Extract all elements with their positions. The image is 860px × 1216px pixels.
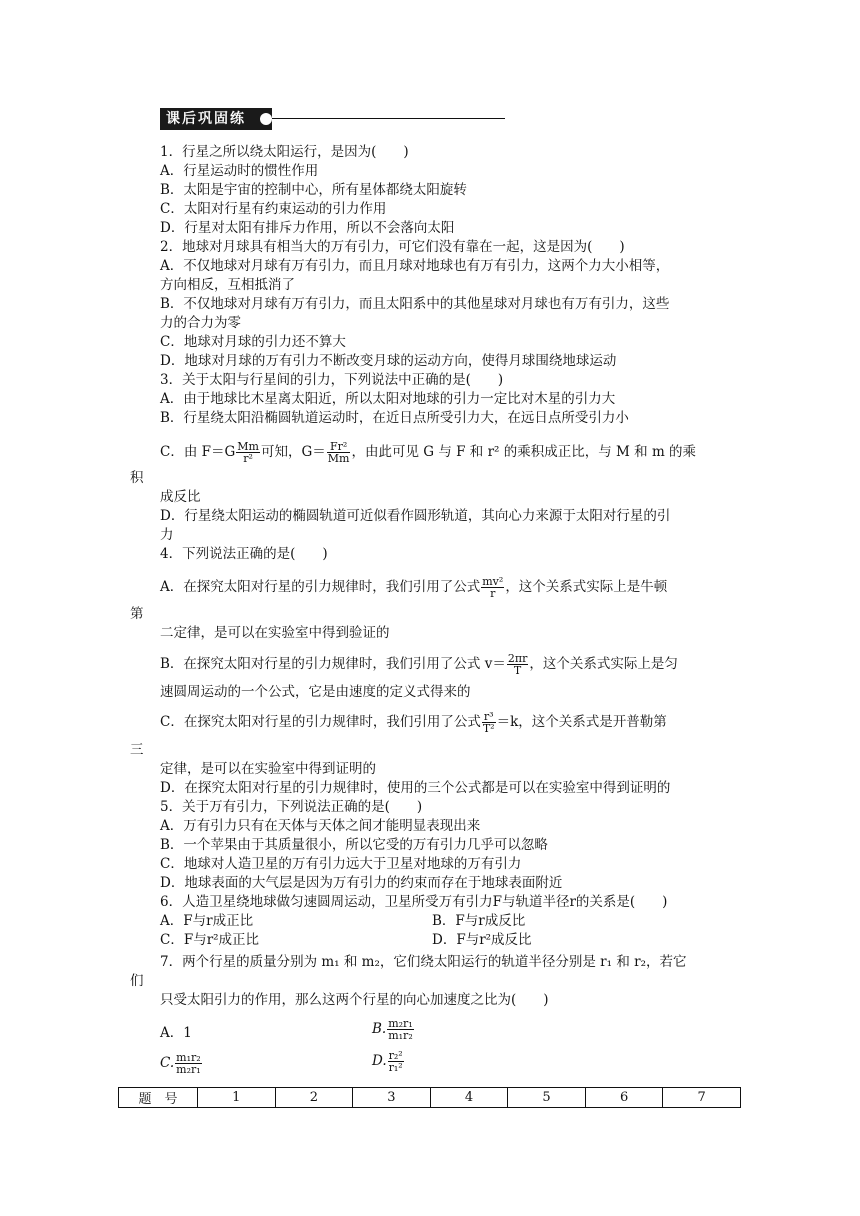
text-line: B．行星绕太阳沿椭圆轨道运动时，在近日点所受引力大，在远日点所受引力小 <box>160 410 629 426</box>
text-line: B．F与r成反比 <box>432 913 526 929</box>
text-line: 三 <box>130 742 144 758</box>
q6-option-d: D．F与r²成反比 <box>432 932 532 948</box>
q4-option-b: B．在探究太阳对行星的引力规律时，我们引用了公式 v＝ $\frac{2\pi r}{T}$ ，这个关系式实际上是匀 <box>160 652 678 677</box>
text-line: 3．关于太阳与行星间的引力，下列说法中正确的是( ) <box>160 372 504 388</box>
text-line: C．地球对人造卫星的万有引力远大于卫星对地球的万有引力 <box>160 856 522 872</box>
header-rule <box>272 118 505 119</box>
text-line: 第 <box>130 606 144 622</box>
answer-cell: 1 <box>198 1088 276 1108</box>
text-line: 1．行星之所以绕太阳运行，是因为( ) <box>160 144 409 160</box>
q6-option-c: C．F与r²成正比 <box>160 932 260 948</box>
answer-cell: 3 <box>353 1088 431 1108</box>
section-header <box>160 108 505 130</box>
text-line: D．行星绕太阳运动的椭圆轨道可近似看作圆形轨道，其向心力来源于太阳对行星的引 <box>160 508 671 524</box>
q7-option-d: D. $\frac{\text{r₂²}}{\text{r₁²}}$ <box>372 1049 403 1074</box>
text-line: B．一个苹果由于其质量很小，所以它受的万有引力几乎可以忽略 <box>160 837 548 853</box>
answer-cell: 5 <box>508 1088 586 1108</box>
text-line: 成反比 <box>160 489 201 505</box>
answer-table <box>118 1087 741 1108</box>
text-line: C．地球对月球的引力还不算大 <box>160 334 346 350</box>
fraction: $\frac{\text{r₂²}}{\text{r₁²}}$ <box>388 1049 403 1074</box>
text-line: D．行星对太阳有排斥力作用，所以不会落向太阳 <box>160 220 455 236</box>
text-line: A．行星运动时的惯性作用 <box>160 163 319 179</box>
answer-table-head: 题 号 <box>119 1088 198 1108</box>
answer-cell: 2 <box>275 1088 353 1108</box>
q4-option-c: C．在探究太阳对行星的引力规律时，我们引用了公式 $\frac{\text{r³}}{\text{T²}}$ ＝k，这个关系式是开普勒第 <box>160 710 667 735</box>
text-line: 们 <box>130 973 144 989</box>
q7-option-c: C. $\frac{\text{m₁r₂}}{\text{m₂r₁}}$ <box>160 1051 201 1076</box>
bullet-dot-icon <box>260 113 272 125</box>
text-line: 5．关于万有引力，下列说法正确的是( ) <box>160 799 423 815</box>
text-line: 4．下列说法正确的是( ) <box>160 546 328 562</box>
text-line: 定律，是可以在实验室中得到证明的 <box>160 761 376 777</box>
q7-option-b: B. $\frac{\text{m₂r₁}}{\text{m₁r₂}}$ <box>372 1017 413 1042</box>
text-line: 积 <box>130 470 144 486</box>
fraction: $\frac{\text{Fr²}}{Mm}$ <box>327 440 350 465</box>
answer-cell: 4 <box>430 1088 508 1108</box>
text-line: 力 <box>160 527 174 543</box>
fraction: $\frac{\text{r³}}{\text{T²}}$ <box>482 710 495 735</box>
answer-table-row <box>119 1088 741 1108</box>
text-line: A．1 <box>160 1025 192 1041</box>
text-line: 二定律，是可以在实验室中得到验证的 <box>160 625 390 641</box>
q3-option-c: C．由 F＝G $\frac{Mm}{\text{r²}}$ 可知，G＝ $\frac{\text{Fr²}}{Mm}$ ，由此可见 G 与 F 和 r² 的乘积成正比，与 M 和 m 的乘 <box>160 440 697 465</box>
fraction: $\frac{2\pi r}{T}$ <box>507 652 528 677</box>
text-line: A．F与r成正比 <box>160 913 254 929</box>
text-line: A．由于地球比木星离太阳近，所以太阳对地球的引力一定比对木星的引力大 <box>160 391 616 407</box>
text-line: 2．地球对月球具有相当大的万有引力，可它们没有靠在一起，这是因为( ) <box>160 239 625 255</box>
text-line: A．万有引力只有在天体与天体之间才能明显表现出来 <box>160 818 481 834</box>
text-line: D．在探究太阳对行星的引力规律时，使用的三个公式都是可以在实验室中得到证明的 <box>160 780 671 796</box>
answer-cell: 6 <box>585 1088 663 1108</box>
fraction: $\frac{Mm}{\text{r²}}$ <box>237 440 259 465</box>
text-line: B．太阳是宇宙的控制中心，所有星体都绕太阳旋转 <box>160 182 467 198</box>
text-line: D．地球表面的大气层是因为万有引力的约束而存在于地球表面附近 <box>160 875 563 891</box>
text-line: C．太阳对行星有约束运动的引力作用 <box>160 201 387 217</box>
text-line: B．不仅地球对月球有万有引力，而且太阳系中的其他星球对月球也有万有引力，这些 <box>160 296 670 312</box>
text-line: 速圆周运动的一个公式，它是由速度的定义式得来的 <box>160 684 471 700</box>
text-line: 方向相反，互相抵消了 <box>160 277 295 293</box>
text-line: 只受太阳引力的作用，那么这两个行星的向心加速度之比为( ) <box>160 992 549 1008</box>
text-line: 力的合力为零 <box>160 315 241 331</box>
answer-cell: 7 <box>663 1088 741 1108</box>
text-line: 6．人造卫星绕地球做匀速圆周运动，卫星所受万有引力F与轨道半径r的关系是( ) <box>160 894 668 910</box>
fraction: $\frac{\text{mv²}}{r}$ <box>482 575 504 600</box>
section-title: 课后巩固练 <box>160 108 272 130</box>
q4-option-a: A．在探究太阳对行星的引力规律时，我们引用了公式 $\frac{\text{mv²}}{r}$ ，这个关系式实际上是牛顿 <box>160 575 668 600</box>
q7-stem: 7．两个行星的质量分别为 m₁ 和 m₂，它们绕太阳运行的轨道半径分别是 r₁ 和 r₂，若它 <box>160 954 687 970</box>
fraction: $\frac{\text{m₂r₁}}{\text{m₁r₂}}$ <box>388 1017 413 1042</box>
fraction: $\frac{\text{m₁r₂}}{\text{m₂r₁}}$ <box>176 1051 201 1076</box>
text-line: A．不仅地球对月球有万有引力，而且月球对地球也有万有引力，这两个力大小相等， <box>160 258 670 274</box>
text-line: D．地球对月球的万有引力不断改变月球的运动方向，使得月球围绕地球运动 <box>160 353 617 369</box>
